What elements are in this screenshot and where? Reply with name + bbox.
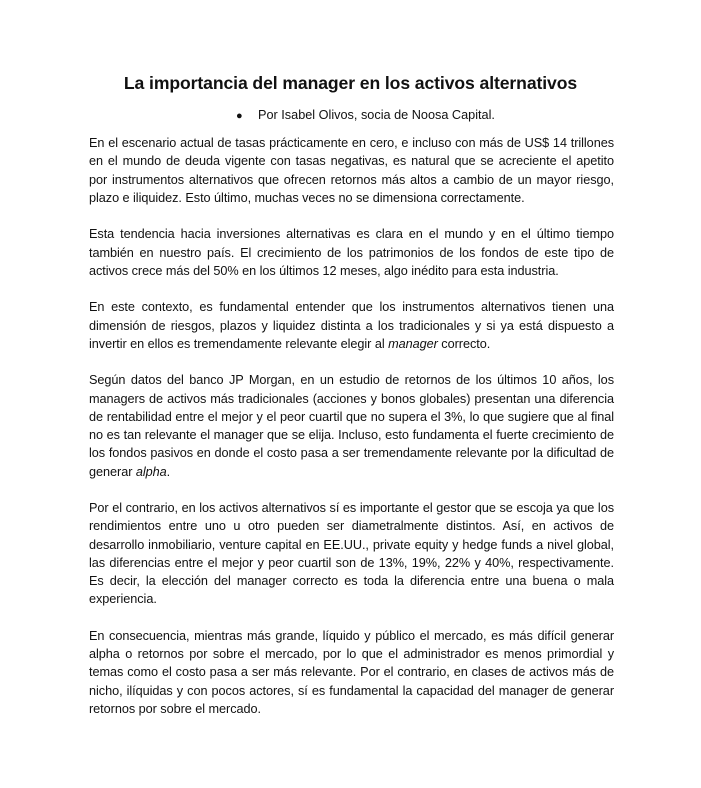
- paragraph-text: correcto.: [437, 336, 491, 351]
- paragraph-text: .: [166, 464, 171, 479]
- paragraph-5: [89, 499, 614, 609]
- emphasis-manager: manager: [388, 336, 438, 351]
- paragraph-2: [89, 225, 614, 280]
- byline: [236, 106, 495, 125]
- byline-text: Por Isabel Olivos, socia de Noosa Capital.: [258, 108, 495, 122]
- paragraph-text: En consecuencia, mientras más grande, líquido y público el mercado, es más difícil generar alpha o retornos por sobre el mercado, por lo que el administrador es menos primordial y temas como el costo pasa a ser más relevante. Por el contrario, en clases de activos más de nicho, ilíquidas y con pocos actores, sí es fundamental la capacidad del manager de generar retornos por sobre el mercado.: [89, 628, 614, 716]
- paragraph-text: En este contexto, es fundamental entender que los instrumentos alternativos tienen una dimensión de riesgos, plazos y liquidez distinta a los tradicionales y si ya está dispuesto a invertir en ellos es tremendamente relevante elegir al: [89, 300, 614, 351]
- paragraph-text: Esta tendencia hacia inversiones alternativas es clara en el mundo y en el último tiempo también en nuestro país. El crecimiento de los patrimonios de los fondos de este tipo de activos crece más del 50% en los últimos 12 meses, algo inédito para esta industria.: [89, 227, 614, 278]
- bullet-icon: ●: [236, 110, 243, 122]
- article-title: La importancia del manager en los activos alternativos: [123, 73, 578, 93]
- paragraph-1: [89, 134, 614, 207]
- paragraph-3: [89, 298, 614, 353]
- article-body: [89, 134, 614, 736]
- paragraph-6: [89, 627, 614, 718]
- paragraph-text: En el escenario actual de tasas prácticamente en cero, e incluso con más de US$ 14 trillones en el mundo de deuda vigente con tasas negativas, es natural que se acreciente el apetito por instrumentos alternativos que ofrecen retornos más altos a cambio de un mayor riesgo, plazo e iliquidez. Esto último, muchas veces no se dimensiona correctamente.: [89, 136, 614, 205]
- emphasis-alpha: alpha: [135, 464, 167, 479]
- paragraph-text: Por el contrario, en los activos alternativos sí es importante el gestor que se escoja ya que los rendimientos entre uno u otro pueden ser diametralmente distintos. Así, en activos de desarrollo inmobiliario, venture capital en EE.UU., private equity y hedge funds a nivel global, las diferencias entre el mejor y peor cuartil son de 13%, 19%, 22% y 40%, respectivamente. Es decir, la elección del manager correcto es toda la diferencia entre una buena o mala experiencia.: [89, 501, 614, 607]
- paragraph-text: Según datos del banco JP Morgan, en un estudio de retornos de los últimos 10 años, los managers de activos más tradicionales (acciones y bonos globales) presentan una diferencia de rentabilidad entre el mejor y el peor cuartil que no supera el 3%, lo que sugiere que al final no es tan relevante el manager que se elija. Incluso, esto fundamenta el fuerte crecimiento de los fondos pasivos en donde el costo pasa a ser tremendamente relevante por la dificultad de generar: [89, 373, 614, 479]
- paragraph-4: [89, 371, 614, 481]
